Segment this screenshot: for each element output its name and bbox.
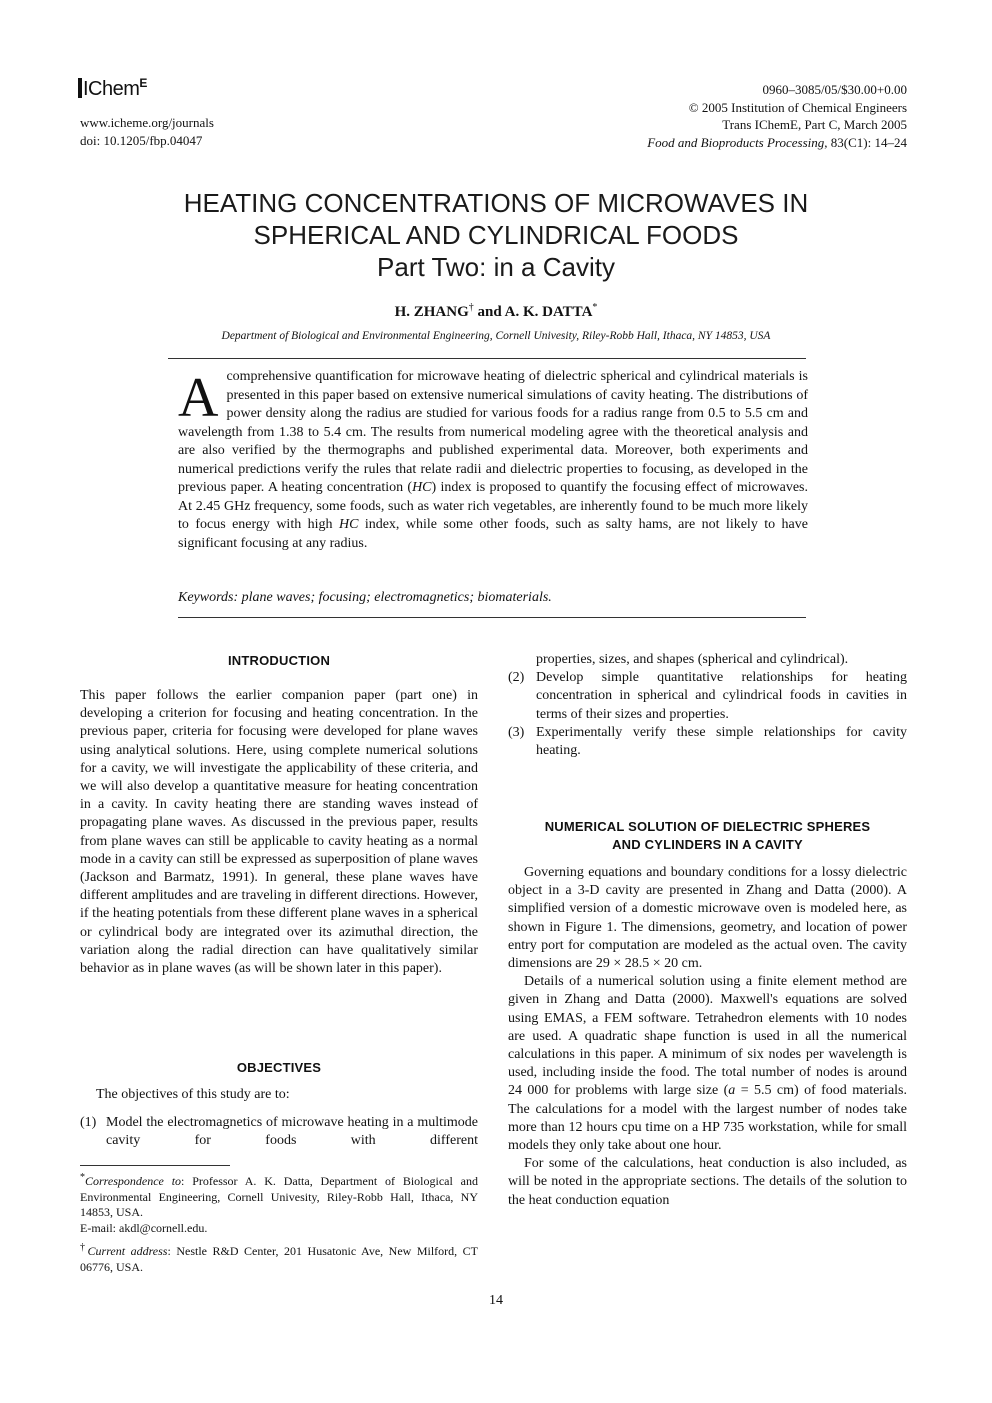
abstract-top-rule (168, 358, 806, 359)
trans-line: Trans IChemE, Part C, March 2005 (722, 117, 907, 132)
objective-1-text-continued: properties, sizes, and shapes (spherical and cylindrical). (536, 652, 849, 667)
objective-2-number: (2) (508, 670, 525, 686)
addr-text: : Nestle R&D Center, 201 Husatonic Ave, New Milford, CT 06776, USA. (80, 1244, 479, 1274)
numerical-paragraph-2a: Details of a numerical solution using a finite element method are given in Zhang and Datta (2000). Maxwell's equations are solved using EMAS, a FEM software. Tetrahedron elements with 10 nodes are used. A quadratic shape function is used in all the numerical calculations in this paper. A minimum of six nodes per wavelength is used, including inside the food. The total number of nodes is around 24 000 for problems with large size ( (508, 974, 907, 1099)
author-2: A. K. DATTA (504, 304, 593, 320)
icheme-logo (78, 76, 147, 101)
numerical-heading-line-1: NUMERICAL SOLUTION OF DIELECTRIC SPHERES (544, 819, 871, 834)
objectives-heading: OBJECTIVES (236, 1060, 322, 1075)
journal-volume: , 83(C1): 14–24 (824, 134, 907, 150)
price-code: 0960–3085/05/$30.00+0.00 (762, 82, 907, 97)
objectives-list-left (80, 1114, 478, 1150)
corr-mark: * (80, 1172, 85, 1183)
journal-citation (647, 134, 907, 152)
numerical-section (508, 864, 907, 1210)
abstract-hc-1: HC (412, 480, 432, 495)
subtitle: Part Two: in a Cavity (377, 252, 615, 282)
introduction-heading: INTRODUCTION (227, 653, 331, 668)
numerical-paragraph-2b: = 5.5 cm) of food materials. The calculations for a model with the largest number of nodes take more than 12 hours cpu time on a HP 735 workstation, while for small models they only take about one hour. (508, 1083, 908, 1154)
header-left-meta (80, 114, 214, 150)
authors-conj: and (473, 304, 505, 320)
keywords: Keywords: plane waves; focusing; electromagnetics; biomaterials. (178, 590, 552, 605)
affiliation: Department of Biological and Environmental Engineering, Cornell Univesity, Riley-Robb Hall, Ithaca, NY 14853, USA (221, 330, 771, 342)
abstract-text-c: index, while some other foods, such as salty hams, are not likely to have significant focusing at any radius. (178, 517, 808, 551)
abstract-dropcap: A (178, 367, 219, 429)
corr-text: : Professor A. K. Datta, Department of Biological and Environmental Engineering, Cornell Univesity, Riley-Robb Hall, Ithaca, NY 14853, USA. (80, 1174, 478, 1219)
journal-name: Food and Bioproducts Processing (647, 134, 825, 150)
authors (0, 302, 992, 321)
abstract-text-a: comprehensive quantification for microwave heating of dielectric spherical and cylindrical materials is presented in this paper based on extensive numerical simulations of cavity heating. The distributions of power density along the radius are studied for various foods for a radius range from 0.5 to 5.5 cm and wavelength from 1.38 to 5.4 cm. The results from numerical modeling agree with the theoretical analysis and are also verified by the thermographs and published experimental data. Moreover, both experiments and numerical predictions verify the rules that relate radii and dielectric properties to focusing, as developed in the previous paper. A heating concentration ( (178, 369, 808, 495)
paper-title (0, 187, 992, 283)
objective-item-3 (508, 724, 907, 760)
objective-3-number: (3) (508, 724, 525, 740)
title-line-1: HEATING CONCENTRATIONS OF MICROWAVES IN (183, 188, 809, 218)
correspondence-footnote (80, 1170, 478, 1221)
numerical-heading (508, 818, 907, 854)
title-line-2: SPHERICAL AND CYLINDRICAL FOODS (253, 220, 739, 250)
doi: doi: 10.1205/fbp.04047 (80, 133, 203, 148)
objective-3-text: Experimentally verify these simple relationships for cavity heating. (536, 724, 907, 759)
abstract (178, 368, 808, 553)
logo-text: IChem (83, 78, 140, 100)
objective-item-1 (80, 1114, 478, 1150)
author-1-mark: † (468, 302, 474, 313)
introduction-text: This paper follows the earlier companion paper (part one) in developing a criterion for focusing and heating concentration. In the previous paper, criteria for focusing were developed for plane waves using analytical solutions. Here, using complete numerical solutions for a cavity, we will investigate the applicability of these criteria, and we will also develop a quantitative measure for heating concentration in a cavity. In cavity heating there are standing waves instead of propagating plane waves. As discussed in the previous paper, results from plane waves can still be applicable to cavity heating as a normal mode in a cavity can still be expressed as superposition of plane waves (Jackson and Barmatz, 1991). In general, these plane waves have different amplitudes and are traveling in different directions. However, if the heating potentials from these different plane waves in a spherical or cylindrical body are integrated over its azimuthal direction, the variation along the radial direction can have qualitatively similar behavior as in plane waves (as will be shown later in this paper). (80, 688, 478, 977)
objective-1-text: Model the electromagnetics of microwave heating in a multimode cavity for foods with different (106, 1115, 478, 1149)
addr-mark: † (80, 1242, 88, 1253)
copyright: © 2005 Institution of Chemical Engineers (688, 99, 907, 115)
corr-label: Correspondence to (85, 1174, 182, 1188)
journal-url[interactable]: www.icheme.org/journals (80, 115, 214, 130)
abstract-bottom-rule (178, 617, 806, 618)
objective-1-number: (1) (80, 1115, 97, 1130)
numerical-paragraph-2 (508, 973, 907, 1155)
objective-item-1-continued (508, 651, 907, 669)
right-column (508, 651, 907, 760)
numerical-heading-line-2: AND CYLINDERS IN A CAVITY (612, 837, 803, 852)
abstract-hc-2: HC (338, 517, 359, 532)
objective-2-text: Develop simple quantitative relationships for heating concentration in spherical and cylindrical foods in cavities in terms of their sizes and properties. (536, 670, 907, 722)
abstract-text-b: ) index is proposed to quantify the focusing effect of microwaves. At 2.45 GHz frequency, some foods, such as water rich vegetables, are inherently found to be much more likely to focus energy with high (178, 480, 809, 532)
header-right-meta (647, 81, 907, 151)
objectives-intro: The objectives of this study are to: (96, 1087, 290, 1102)
objective-item-2 (508, 669, 907, 724)
numerical-paragraph-1: Governing equations and boundary conditions for a lossy dielectric object in a 3-D cavity are presented in Zhang and Datta (2000). A simplified version of a domestic microwave oven is modeled here, as shown in Figure 1. The dimensions, geometry, and location of power entry port for computation are modeled as the actual oven. The cavity dimensions are 29 × 28.5 × 20 cm. (508, 865, 907, 972)
footnote-rule (80, 1165, 230, 1166)
numerical-paragraph-3: For some of the calculations, heat conduction is also included, as will be noted in the appropriate sections. The details of the solution to the heat conduction equation (508, 1156, 907, 1208)
radius-variable: a (728, 1083, 736, 1099)
author-2-mark: * (592, 302, 598, 313)
footnotes (80, 1170, 478, 1275)
introduction-paragraph (80, 687, 478, 978)
email-footnote[interactable]: E-mail: akdl@cornell.edu. (80, 1220, 208, 1235)
author-1: H. ZHANG (394, 304, 469, 320)
address-footnote (80, 1240, 478, 1275)
page-number: 14 (489, 1293, 503, 1308)
addr-label: Current address (87, 1244, 168, 1258)
logo-sup: E (139, 76, 147, 90)
logo-bar (78, 78, 82, 98)
